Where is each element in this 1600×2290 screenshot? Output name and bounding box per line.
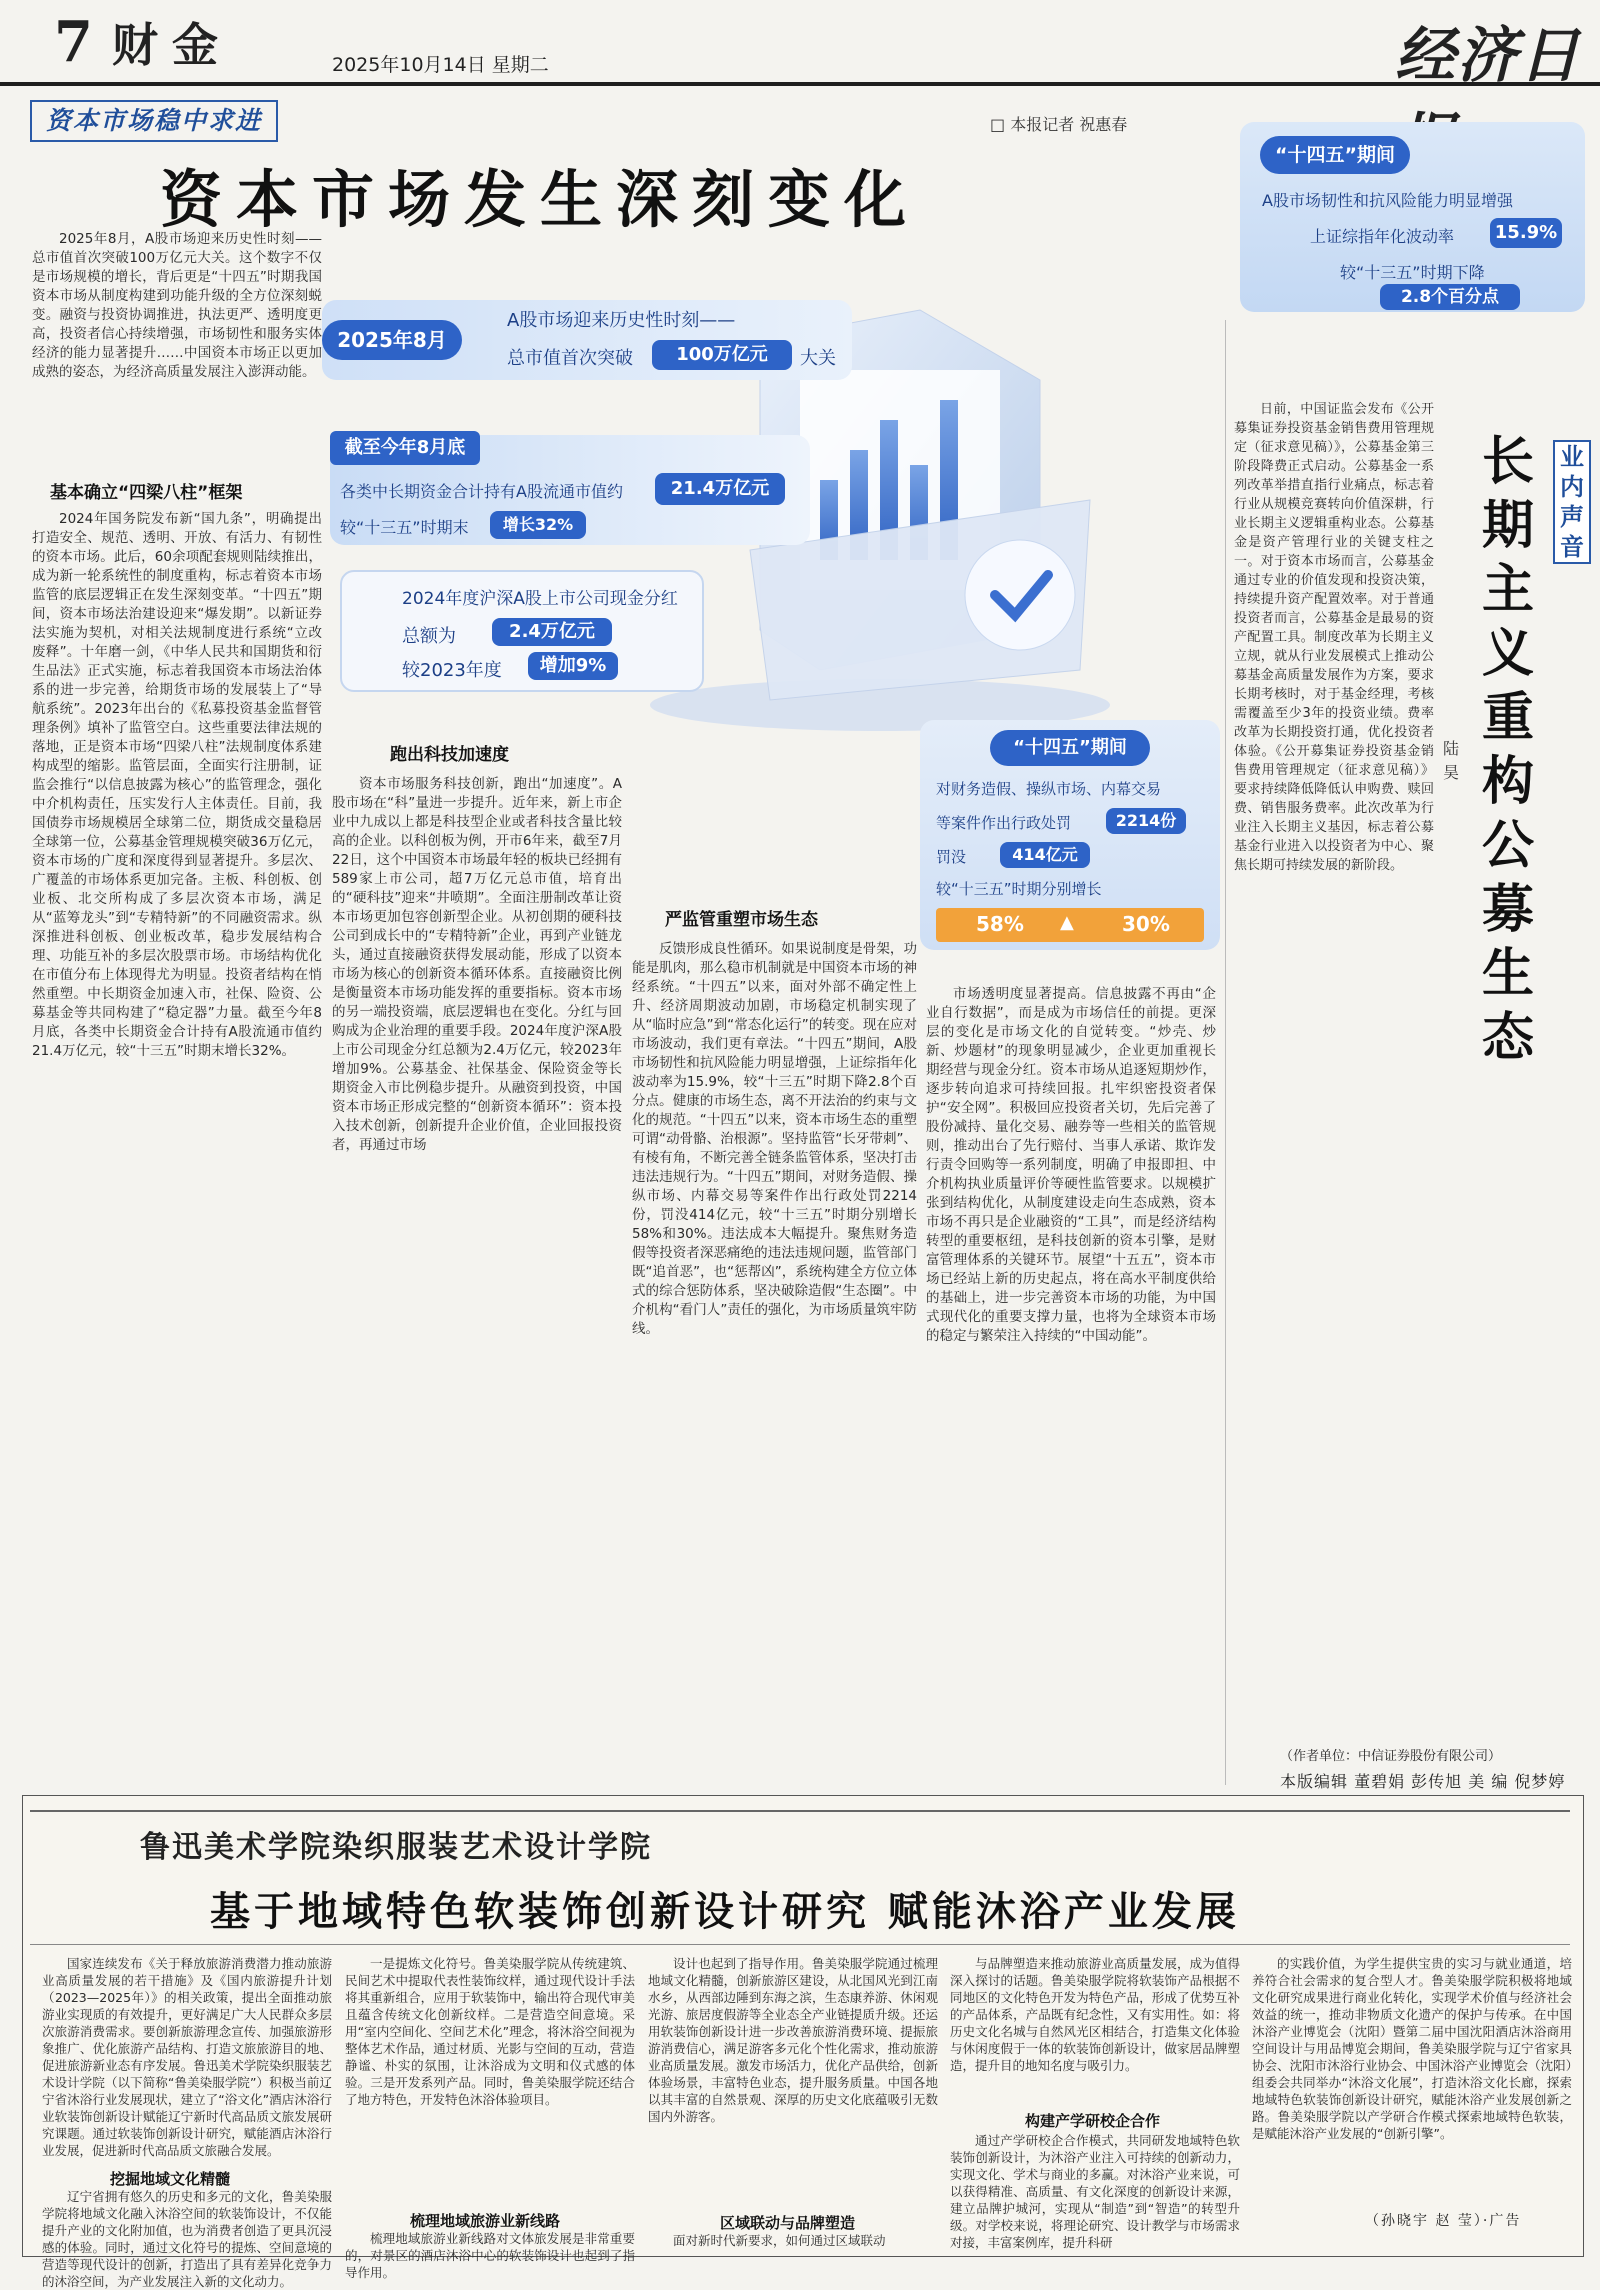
stat-text: 总市值首次突破 bbox=[507, 348, 633, 369]
body-text: 2025年8月，A股市场迎来历史性时刻——总市值首次突破100万亿元大关。这个数字不仅是市场规模的增长，背后更是“十四五”时期我国资本市场从制度构建到功能升级的全方位深刻蜕变。融资与投资协调推进，执法更严、透明度更高，投资者信心持续增强，市场韧性和服务实体经济的能力显著提升……中国资本市场正以更加成熟的姿态，为经济高质量发展注入澎湃动能。 bbox=[32, 231, 322, 380]
ad-text: 梳理地域旅游业新线路对文体旅发展是非常重要的，对景区的酒店沐浴中心的软装饰设计也起到了指导作用。 bbox=[345, 2231, 635, 2280]
stat-text: 大关 bbox=[800, 348, 836, 369]
stat-text: 较“十三五”时期末 bbox=[340, 518, 469, 537]
side-column-text bbox=[1234, 400, 1434, 1740]
byline: □ 本报记者 祝惠春 bbox=[990, 115, 1128, 134]
ad-heading: 梳理地域旅游业新线路 bbox=[410, 2212, 561, 2230]
ad-footer: （孙晓宇 赵 莹）·广告 bbox=[1365, 2213, 1522, 2229]
stat-growth: 增长32% bbox=[490, 511, 586, 539]
page-number: 7 bbox=[54, 9, 93, 75]
ad-column-4 bbox=[950, 1955, 1240, 2105]
body-text: 反馈形成良性循环。如果说制度是骨架，功能是肌肉，那么稳市机制就是中国资本市场的神经系统。“十四五”以来，面对外部不确定性上升、经济周期波动加剧，市场稳定机制实现了从“临时应急”到“常态化运行”的转变。现在应对市场波动，我们更有章法。“十四五”期间，A股市场韧性和抗风险能力明显增强，上证综指年化波动率为15.9%，较“十三五”时期下降2.8个百分点。健康的市场生态，离不开法治的约束与文化的规范。“十四五”以来，资本市场生态的重塑可谓“动骨骼、治根源”。坚持监管“长牙带刺”、有棱有角，不断完善全链条监管体系，坚决打击违法违规行为。“十四五”期间，对财务造假、操纵市场、内幕交易等案件作出行政处罚2214份，罚没414亿元，较“十三五”时期分别增长58%和30%。违法成本大幅提升。聚焦财务造假等投资者深恶痛绝的违法违规问题，监管部门既“追首恶”，也“惩帮凶”，系统构建全方位立体式的综合惩防体系，坚决破除造假“生态圈”。中介机构“看门人”责任的强化，为市场质量筑牢防线。 bbox=[632, 941, 917, 1337]
body-text: 日前，中国证监会发布《公开募集证券投资基金销售费用管理规定（征求意见稿）》，公募基金第三阶段降费正式启动。公募基金一系列改革举措直指行业痛点，标志着行业从规模竞赛转向价值深耕，行业长期主义逻辑重构业态。公募基金是资产管理行业的关键支柱之一。对于资本市场而言，公募基金通过专业的价值发现和投资决策，持续提升资产配置效率。对于普通投资者而言，公募基金是最易的资产配置工具。制度改革为长期主义立规，就从行业发展模式上推动公募基金高质量发展作为方案，要求长期考核时，对于基金经理，考核需覆盖至少3年的投资业绩。费率改革为长期投资打通，优化投资者体验。《公开募集证券投资基金销售费用管理规定（征求意见稿）》要求持续降低降低认申购费、赎回费、销售服务费率。此次改革为行业注入长期主义基因，标志着公募基金行业进入以投资者为中心、聚焦长期可持续发展的新阶段。 bbox=[1234, 402, 1434, 873]
body-column-2 bbox=[332, 775, 622, 1785]
stat-value: 100万亿元 bbox=[652, 340, 792, 370]
growth-bar bbox=[936, 908, 1204, 942]
ad-text: 面对新时代新要求，如何通过区域联动 bbox=[673, 2233, 886, 2248]
section-name: 财金 bbox=[112, 18, 232, 72]
ad-column-2b bbox=[345, 2230, 635, 2280]
side-author: 陆昊 bbox=[1443, 739, 1460, 782]
ad-subtitle: 鲁迅美术学院染织服装艺术设计学院 bbox=[140, 1830, 652, 1865]
body-column-3 bbox=[632, 940, 917, 1785]
stat-value: 414亿元 bbox=[1000, 842, 1090, 868]
stat-card-enforcement bbox=[920, 720, 1220, 950]
stat-value: 2.4万亿元 bbox=[492, 618, 612, 646]
subheading-regulation: 严监管重塑市场生态 bbox=[665, 910, 818, 930]
ad-column-3b bbox=[648, 2232, 938, 2252]
stat-value: 21.4万亿元 bbox=[655, 473, 785, 505]
ad-title-rule bbox=[30, 1944, 1570, 1945]
side-column-tag: 业内声音 bbox=[1553, 440, 1591, 564]
body-column-1 bbox=[32, 510, 322, 1785]
up-arrow-icon: ▲ bbox=[1060, 912, 1074, 933]
ad-column-5 bbox=[1252, 1955, 1572, 2205]
stat-pill: 截至今年8月底 bbox=[330, 431, 480, 465]
stat-text: 上证综指年化波动率 bbox=[1310, 227, 1455, 246]
body-text: 市场透明度显著提高。信息披露不再由“企业自行数据”，而是成为市场信任的前提。更深层的变化是市场文化的自觉转变。“炒壳、炒新、炒题材”的现象明显减少，企业更加重视长期经营与现金分红。资本市场从追逐短期炒作，逐步转向追求可持续回报。扎牢织密投资者保护“安全网”。积极回应投资者关切，先后完善了股份减持、量化交易、融券等一些相关的监管规则，推动出台了先行赔付、当事人承诺、欺诈发行责令回购等一系列制度，明确了申报即担、中介机构执业质量评价等硬性监管要求。以规模扩张到结构优化，从制度建设走向生态成熟，资本市场不再只是企业融资的“工具”，而是经济结构转型的重要枢纽，是科技创新的资本引擎，是财富管理体系的关键环节。展望“十五五”，资本市场已经站上新的历史起点，将在高水平制度供给的基础上，进一步完善资本市场的功能，为中国式现代化的重要支撑力量，也将为全球资本市场的稳定与繁荣注入持续的“中国动能”。 bbox=[926, 986, 1216, 1344]
stat-growth: 增加9% bbox=[528, 652, 618, 680]
ad-text: 设计也起到了指导作用。鲁美染服学院通过梳理地域文化精髓，创新旅游区建设，从北国风光到江南水乡，从西部边陲到东海之滨，生态康养游、休闲观光游、旅居度假游等全业态全产业链提质升级。还运用软装饰创新设计进一步改善旅游消费环境、提振旅游消费信心，满足游客多元化个性化需求，推动旅游业高质量发展。激发市场活力，优化产品供给，创新体验场景，丰富特色业态，提升服务质量。中国各地以其丰富的自然景观、深厚的历史文化底蕴吸引无数国内外游客。 bbox=[648, 1956, 938, 2124]
ad-heading: 构建产学研校企合作 bbox=[1025, 2112, 1161, 2130]
column-tag: 资本市场稳中求进 bbox=[30, 100, 278, 142]
growth-pct-cases: 58% bbox=[976, 912, 1024, 936]
stat-value: 2214份 bbox=[1106, 808, 1186, 834]
stat-card-volatility bbox=[1240, 122, 1585, 312]
ad-title: 基于地域特色软装饰创新设计研究 赋能沐浴产业发展 bbox=[210, 1889, 1240, 1935]
ad-text: 与品牌塑造来推动旅游业高质量发展，成为值得深入探讨的话题。鲁美染服学院将软装饰产品根据不同地区的文化特色开发为特色产品，形成了优势互补的产品体系，产品既有纪念性，又有实用性。如：将历史文化名城与自然风光区相结合，打造集文化体验与休闲度假于一体的软装饰创新设计，做家居品牌塑造，提升目的地知名度与吸引力。 bbox=[950, 1956, 1240, 2073]
stat-card-long-term-capital bbox=[330, 435, 810, 545]
ad-heading: 区域联动与品牌塑造 bbox=[720, 2214, 856, 2232]
ad-column-4b bbox=[950, 2132, 1240, 2252]
ad-column-3 bbox=[648, 1955, 938, 2205]
stat-text: A股市场迎来历史性时刻—— bbox=[507, 310, 736, 331]
column-divider bbox=[1225, 320, 1226, 1785]
stat-pill: “十四五”期间 bbox=[1260, 136, 1410, 174]
stat-text: 较2023年度 bbox=[402, 660, 502, 681]
ad-top-rule bbox=[30, 1810, 1570, 1812]
issue-date: 2025年10月14日 星期二 bbox=[332, 54, 549, 76]
newspaper-logo: 经济日 bbox=[1395, 21, 1581, 91]
ad-text: 通过产学研校企合作模式，共同研发地域特色软装饰创新设计，为沐浴产业注入可持续的创新动力，实现文化、学术与商业的多赢。对沐浴产业来说，可以获得精准、高质量、有文化深度的创新设计来源，建立品牌护城河，实现从“制造”到“智造”的转型升级。对学校来说，将理论研究、设计教学与市场需求对接，丰富案例库，提升科研 bbox=[950, 2133, 1240, 2250]
ad-text: 一是提炼文化符号。鲁美染服学院从传统建筑、民间艺术中提取代表性装饰纹样，通过现代设计手法将其重新组合，应用于软装饰中，输出符合现代审美且蕴含传统文化创新纹样。二是营造空间意境。采用“室内空间化、空间艺术化”理念，将沐浴空间视为整体艺术作品，通过材质、光影与空间的互动，营造静谧、朴实的氛围，让沐浴成为文明和仪式感的体验。三是开发系列产品。同时，鲁美染服学院还结合了地方特色，开发特色沐浴体验项目。 bbox=[345, 1956, 635, 2107]
stat-text: A股市场韧性和抗风险能力明显增强 bbox=[1262, 191, 1513, 210]
stat-value: 15.9% bbox=[1490, 218, 1562, 248]
body-column-4 bbox=[926, 985, 1216, 1785]
stat-text: 罚没 bbox=[936, 848, 967, 866]
author-note: （作者单位：中信证券股份有限公司） bbox=[1280, 1749, 1502, 1764]
stat-card-market-cap bbox=[322, 300, 852, 380]
ad-text: 辽宁省拥有悠久的历史和多元的文化，鲁美染服学院将地域文化融入沐浴空间的软装饰设计，不仅能提升产业的文化附加值，也为消费者创造了更具沉浸感的体验。同时，通过文化符号的提炼、空间意境的营造等现代设计的创新，打造出了具有差异化竞争力的沐浴空间，为产业发展注入新的文化动力。 bbox=[42, 2189, 332, 2289]
subheading-pillars: 基本确立“四梁八柱”框架 bbox=[50, 483, 243, 503]
ad-column-1b bbox=[42, 2188, 332, 2289]
side-headline: 长期主义重构公募生态 bbox=[1482, 432, 1535, 1068]
stat-card-dividend bbox=[340, 570, 704, 692]
ad-text: 的实践价值，为学生提供宝贵的实习与就业通道，培养符合社会需求的复合型人才。鲁美染服学院积极将地域文化研究成果进行商业化转化，实现学术价值与经济社会效益的统一，推动非物质文化遗产的保护与传承。在中国沐浴产业博览会（沈阳）暨第二届中国沈阳酒店沐浴商用空间设计与用品博览会期间，鲁美染服学院与辽宁省家具协会、沈阳市沐浴行业协会、中国沐浴产业博览会（沈阳）组委会共同举办“沐浴文化展”，打造沐浴文化长廊，探索地域特色软装饰创新设计研究，赋能沐浴产业发展创新之路。鲁美染服学院以产学研合作模式探索地域特色软装，是赋能沐浴产业发展的“创新引擎”。 bbox=[1252, 1956, 1572, 2141]
ad-text: 国家连续发布《关于释放旅游消费潜力推动旅游业高质量发展的若干措施》及《国内旅游提升计划（2023—2025年）》的相关政策，提出全面推动旅游业实现质的有效提升，更好满足广大人民群众多层次旅游消费需求。要创新旅游理念宣传、加强旅游形象推广、优化旅游产品结构、打造文旅旅游目的地、促进旅游新业态有序发展。鲁迅美术学院染织服装艺术设计学院（以下简称“鲁美染服学院”）积极当前辽宁省沐浴行业发展现状，建立了“浴文化”酒店沐浴行业软装饰创新设计赋能辽宁新时代高品质文旅发展研究课题。通过软装饰创新设计研究，赋能酒店沐浴行业发展，促进新时代高品质文旅融合发展。 bbox=[42, 1956, 332, 2158]
body-text: 2024年国务院发布新“国九条”，明确提出打造安全、规范、透明、开放、有活力、有韧性的资本市场。此后，60余项配套规则陆续推出，成为新一轮系统性的制度重构，标志着资本市场监管的底层逻辑正在发生深刻变革。“十四五”期间，资本市场法治建设迎来“爆发期”。以新证券法实施为契机，对相关法规制度进行系统“立改废释”。十年磨一剑，《中华人民共和国期货和衍生品法》正式实施，标志着我国资本市场法治体系的进一步完善，给期货市场的发展装上了“导航系统”。2023年出台的《私募投资基金监督管理条例》填补了监管空白。这些重要法律法规的落地，正是资本市场“四梁八柱”法规制度体系建构成型的缩影。监管层面，全面实行注册制，证监会推行“以信息披露为核心”的监管理念，强化中介机构责任，压实发行人主体责任。目前，我国债券市场规模居全球第二位，期货成交量稳居全球第一位，公募基金管理规模突破36万亿元，资本市场的广度和深度得到显著提升。多层次、广覆盖的市场体系更加完备。主板、科创板、创业板、北交所构成了多层次资本市场，满足从“蓝筹龙头”到“专精特新”的不同融资需求。纵深推进科创板、创业板改革，稳步发展结构合理、功能互补的多层次股票市场。市场结构优化在市值分布上体现得尤为明显。投资者结构在悄然重塑。中长期资金加速入市，社保、险资、公募基金等共同构建了“稳定器”力量。截至今年8月底，各类中长期资金合计持有A股流通市值约21.4万亿元，较“十三五”时期末增长32%。 bbox=[32, 511, 322, 1059]
stat-value: 2.8个百分点 bbox=[1380, 284, 1520, 310]
stat-text: 2024年度沪深A股上市公司现金分红 bbox=[402, 589, 678, 609]
stat-pill: “十四五”期间 bbox=[990, 730, 1150, 766]
stat-text: 对财务造假、操纵市场、内幕交易 bbox=[936, 780, 1162, 798]
body-text: 资本市场服务科技创新，跑出“加速度”。A股市场在“科”量进一步提升。近年来，新上市企业中九成以上都是科技型企业或者科技含量比较高的企业。以科创板为例，开市6年来，截至7月22日，这个中国资本市场最年轻的板块已经拥有589家上市公司，超7万亿元总市值，培育出的“硬科技”迎来“井喷期”。全面注册制改革让资本市场更加包容创新型企业。从初创期的硬科技公司到成长中的“专精特新”企业，再到产业链龙头，通过直接融资获得发展动能，形成了以资本市场为核心的创新资本循环体系。直接融资比例是衡量资本市场功能发挥的重要指标。资本市场的另一端投资端，底层逻辑也在变化。分红与回购成为企业治理的重要手段。2024年度沪深A股上市公司现金分红总额为2.4万亿元，较2023年增加9%。公募基金、社保基金、保险资金等长期资金入市比例稳步提升。从融资到投资，中国资本市场正形成完整的“创新资本循环”：资本投入技术创新，创新提升企业价值，企业回报投资者，再通过市场 bbox=[332, 776, 622, 1153]
page-credit: 本版编辑 董碧娟 彭传旭 美 编 倪梦婷 bbox=[1280, 1772, 1566, 1791]
intro-paragraph bbox=[32, 230, 322, 460]
ad-heading: 挖掘地域文化精髓 bbox=[110, 2170, 231, 2188]
ad-column-1 bbox=[42, 1955, 332, 2165]
stat-text: 总额为 bbox=[402, 626, 456, 647]
subheading-tech: 跑出科技加速度 bbox=[390, 745, 509, 765]
stat-text: 较“十三五”时期分别增长 bbox=[936, 880, 1102, 898]
stat-pill: 2025年8月 bbox=[322, 320, 462, 360]
headline: 资本市场发生深刻变化 bbox=[160, 163, 921, 236]
stat-text: 各类中长期资金合计持有A股流通市值约 bbox=[340, 482, 623, 501]
stat-text: 等案件作出行政处罚 bbox=[936, 814, 1072, 832]
growth-pct-fines: 30% bbox=[1122, 912, 1170, 936]
stat-text: 较“十三五”时期下降 bbox=[1340, 263, 1485, 282]
ad-column-2 bbox=[345, 1955, 635, 2205]
masthead bbox=[0, 0, 1600, 86]
